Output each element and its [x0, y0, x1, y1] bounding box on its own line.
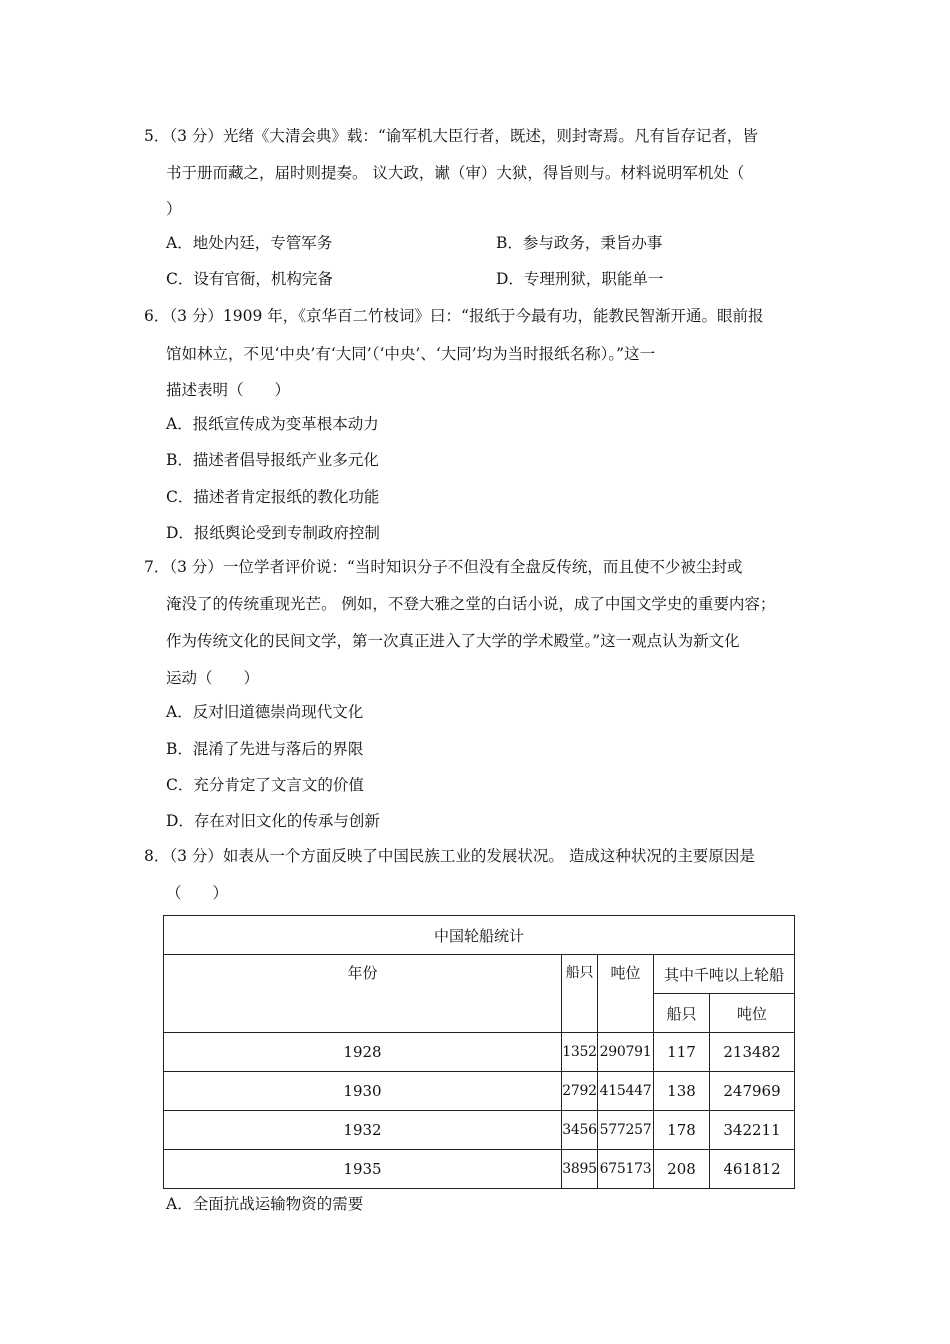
table-title: 中国轮船统计 [164, 916, 795, 955]
table-header-row [164, 955, 795, 994]
question-6-line-1: 6．（3 分）1909 年，《京华百二竹枝词》曰：“报纸于今最有功，能教民智渐开通。眼前报 [144, 307, 764, 325]
question-7-option-d: D．存在对旧文化的传承与创新 [166, 812, 380, 830]
question-5-option-a: A．地处内廷，专管军务 [166, 234, 333, 252]
cell-year: 1928 [164, 1033, 562, 1072]
table-row [164, 1111, 795, 1150]
question-5-option-c: C．设有官衙，机构完备 [166, 270, 333, 288]
question-6-line-3: 描述表明（ ） [166, 381, 291, 399]
table-row [164, 1150, 795, 1189]
table-title-row [164, 916, 795, 955]
cell-ships: 3456 [562, 1111, 598, 1150]
cell-year: 1930 [164, 1072, 562, 1111]
question-5-line-3: ） [166, 200, 182, 218]
cell-big-tonnage: 342211 [710, 1111, 795, 1150]
question-7-line-1: 7．（3 分）一位学者评价说：“当时知识分子不但没有全盘反传统，而且使不少被尘封或 [144, 558, 743, 576]
cell-ships: 1352 [562, 1033, 598, 1072]
ship-statistics-table [163, 915, 795, 1189]
question-7-line-2: 淹没了的传统重现光芒。 例如，不登大雅之堂的白话小说，成了中国文学史的重要内容； [166, 595, 776, 613]
cell-ships: 3895 [562, 1150, 598, 1189]
cell-year: 1932 [164, 1111, 562, 1150]
cell-big-tonnage: 461812 [710, 1150, 795, 1189]
header-year: 年份 [164, 955, 562, 1033]
question-7-option-c: C．充分肯定了文言文的价值 [166, 776, 364, 794]
subheader-ships: 船只 [654, 994, 710, 1033]
subheader-tonnage: 吨位 [710, 994, 795, 1033]
question-5-line-2: 书于册而藏之，届时则提奏。 议大政，谳（审）大狱，得旨则与。材料说明军机处（ [166, 164, 745, 182]
cell-year: 1935 [164, 1150, 562, 1189]
question-8-line-1: 8．（3 分）如表从一个方面反映了中国民族工业的发展状况。 造成这种状况的主要原因是 [144, 847, 755, 865]
cell-big-tonnage: 247969 [710, 1072, 795, 1111]
header-large-ships-group: 其中千吨以上轮船 [654, 955, 795, 994]
question-6-option-c: C．描述者肯定报纸的教化功能 [166, 488, 380, 506]
question-5-option-d: D．专理刑狱，职能单一 [496, 270, 664, 288]
question-6-option-a: A．报纸宣传成为变革根本动力 [166, 415, 379, 433]
question-6-line-2: 馆如林立，不见‘中央’有‘大同’（‘中央’、‘大同’均为当时报纸名称）。”这一 [166, 345, 656, 363]
cell-big-ships: 208 [654, 1150, 710, 1189]
cell-tonnage: 415447 [598, 1072, 654, 1111]
question-6-option-d: D．报纸舆论受到专制政府控制 [166, 524, 380, 542]
question-5-option-b: B．参与政务，秉旨办事 [496, 234, 663, 252]
cell-tonnage: 577257 [598, 1111, 654, 1150]
question-7-option-a: A．反对旧道德崇尚现代文化 [166, 703, 364, 721]
cell-tonnage: 675173 [598, 1150, 654, 1189]
question-7-line-3: 作为传统文化的民间文学，第一次真正进入了大学的学术殿堂。”这一观点认为新文化 [166, 632, 740, 650]
question-7-option-b: B．混淆了先进与落后的界限 [166, 740, 364, 758]
question-5-line-1: 5．（3 分）光绪《大清会典》载：“谕军机大臣行者，既述，则封寄焉。凡有旨存记者，皆 [144, 127, 758, 145]
header-ships: 船只 [562, 955, 598, 1033]
cell-big-tonnage: 213482 [710, 1033, 795, 1072]
cell-ships: 2792 [562, 1072, 598, 1111]
cell-big-ships: 138 [654, 1072, 710, 1111]
cell-tonnage: 290791 [598, 1033, 654, 1072]
table-row [164, 1033, 795, 1072]
header-tonnage: 吨位 [598, 955, 654, 1033]
table-row [164, 1072, 795, 1111]
cell-big-ships: 117 [654, 1033, 710, 1072]
question-7-line-4: 运动（ ） [166, 669, 260, 687]
question-8-line-2: （ ） [166, 884, 229, 902]
question-8-option-a: A．全面抗战运输物资的需要 [166, 1195, 364, 1213]
cell-big-ships: 178 [654, 1111, 710, 1150]
question-6-option-b: B．描述者倡导报纸产业多元化 [166, 451, 379, 469]
